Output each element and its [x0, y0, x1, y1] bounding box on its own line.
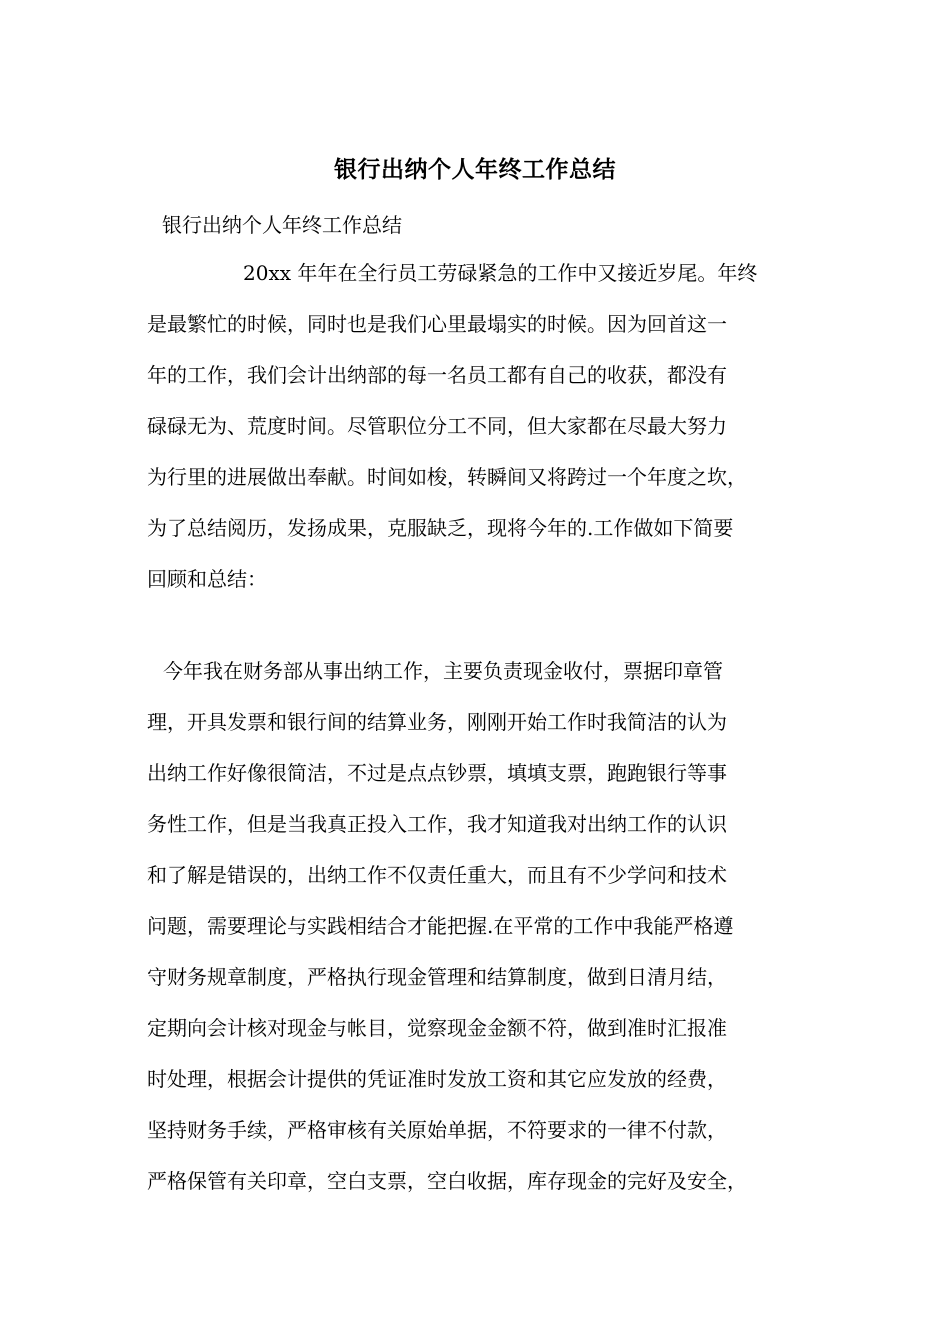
paragraph-line: 出纳工作好像很简洁，不过是点点钞票，填填支票，跑跑银行等事: [147, 761, 727, 785]
paragraph-body: [147, 646, 847, 1207]
paragraph-line: 回顾和总结：: [147, 567, 267, 591]
paragraph-line: 理，开具发票和银行间的结算业务，刚刚开始工作时我简洁的认为: [147, 710, 727, 734]
paragraph-line: 问题，需要理论与实践相结合才能把握.在平常的工作中我能严格遵: [147, 914, 734, 938]
paragraph-line: 为行里的进展做出奉献。时间如梭，转瞬间又将跨过一个年度之坎，: [147, 465, 747, 489]
paragraph-line: 20xx 年年在全行员工劳碌紧急的工作中又接近岁尾。年终: [243, 261, 758, 285]
paragraph-line: 是最繁忙的时候，同时也是我们心里最塌实的时候。因为回首这一: [147, 312, 727, 336]
paragraph-line: 坚持财务手续，严格审核有关原始单据，不符要求的一律不付款，: [147, 1118, 727, 1142]
paragraph-line: 为了总结阅历，发扬成果，克服缺乏，现将今年的.工作做如下简要: [147, 516, 734, 540]
paragraph-line: 今年我在财务部从事出纳工作，主要负责现金收付，票据印章管: [163, 659, 723, 683]
paragraph-line: 定期向会计核对现金与帐目，觉察现金金额不符，做到准时汇报准: [147, 1016, 727, 1040]
paragraph-line: 守财务规章制度，严格执行现金管理和结算制度，做到日清月结，: [147, 965, 727, 989]
paragraph-intro: [147, 248, 847, 605]
document-title: 银行出纳个人年终工作总结: [334, 156, 616, 183]
paragraph-line: 和了解是错误的，出纳工作不仅责任重大，而且有不少学问和技术: [147, 863, 727, 887]
paragraph-line: 务性工作，但是当我真正投入工作，我才知道我对出纳工作的认识: [147, 812, 727, 836]
paragraph-line: 时处理，根据会计提供的凭证准时发放工资和其它应发放的经费，: [147, 1067, 727, 1091]
paragraph-line: 碌碌无为、荒度时间。尽管职位分工不同，但大家都在尽最大努力: [147, 414, 727, 438]
paragraph-line: 严格保管有关印章，空白支票，空白收据，库存现金的完好及安全，: [147, 1169, 747, 1193]
document-subtitle: 银行出纳个人年终工作总结: [162, 213, 402, 237]
paragraph-line: 年的工作，我们会计出纳部的每一名员工都有自己的收获，都没有: [147, 363, 727, 387]
